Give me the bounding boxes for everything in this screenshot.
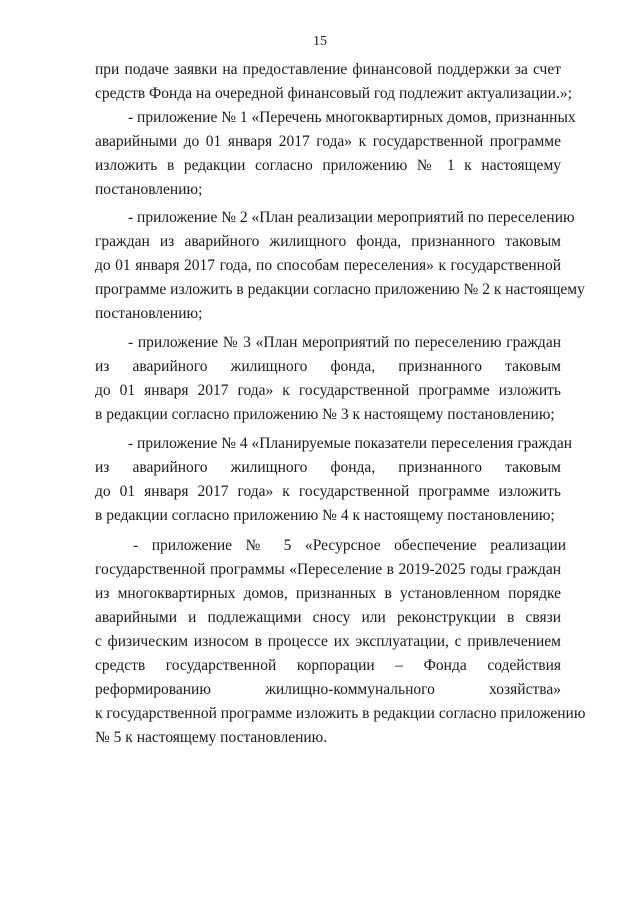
text-line: до 01 января 2017 года» к государственной программе изложить bbox=[95, 382, 561, 399]
text-line: № 5 к настоящему постановлению. bbox=[95, 729, 328, 746]
text-line: до 01 января 2017 года» к государственной программе изложить bbox=[95, 483, 561, 500]
text-line: аварийными до 01 января 2017 года» к государственной программе bbox=[95, 133, 561, 150]
text-line: постановлению; bbox=[95, 181, 203, 198]
text-line: программе изложить в редакции согласно приложению № 2 к настоящему bbox=[95, 281, 585, 298]
text-line: постановлению; bbox=[95, 305, 203, 322]
text-line: государственной программы «Переселение в 2019-2025 годы граждан bbox=[95, 561, 561, 578]
text-line: из многоквартирных домов, признанных в установленном порядке bbox=[95, 585, 561, 602]
text-line: граждан из аварийного жилищного фонда, признанного таковым bbox=[95, 233, 561, 250]
text-line: изложить в редакции согласно приложению № 1 к настоящему bbox=[95, 157, 561, 174]
text-line: - приложение № 3 «План мероприятий по переселению граждан bbox=[128, 334, 561, 351]
text-line: с физическим износом в процессе их эксплуатации, с привлечением bbox=[95, 633, 561, 650]
text-line: средств Фонда на очередной финансовый год подлежит актуализации.»; bbox=[95, 85, 572, 102]
text-line: в редакции согласно приложению № 3 к настоящему постановлению; bbox=[95, 406, 555, 423]
text-line: до 01 января 2017 года, по способам переселения» к государственной bbox=[95, 257, 561, 274]
page-number: 15 bbox=[313, 34, 327, 49]
text-line: средств государственной корпорации – Фонда содействия bbox=[95, 657, 561, 674]
text-line: из аварийного жилищного фонда, признанного таковым bbox=[95, 358, 561, 375]
text-line: из аварийного жилищного фонда, признанного таковым bbox=[95, 459, 561, 476]
text-line: - приложение № 1 «Перечень многоквартирных домов, признанных bbox=[128, 109, 576, 126]
text-line: при подаче заявки на предоставление финансовой поддержки за счет bbox=[95, 61, 561, 78]
text-line: - приложение № 4 «Планируемые показатели переселения граждан bbox=[128, 435, 573, 452]
text-line: реформированию жилищно-коммунального хозяйства» bbox=[95, 681, 561, 698]
text-line: аварийными и подлежащими сносу или реконструкции в связи bbox=[95, 609, 561, 626]
text-line: в редакции согласно приложению № 4 к настоящему постановлению; bbox=[95, 507, 555, 524]
text-line: к государственной программе изложить в редакции согласно приложению bbox=[95, 705, 586, 722]
text-line: - приложение № 5 «Ресурсное обеспечение реализации bbox=[133, 537, 566, 554]
text-line: - приложение № 2 «План реализации мероприятий по переселению bbox=[128, 209, 575, 226]
